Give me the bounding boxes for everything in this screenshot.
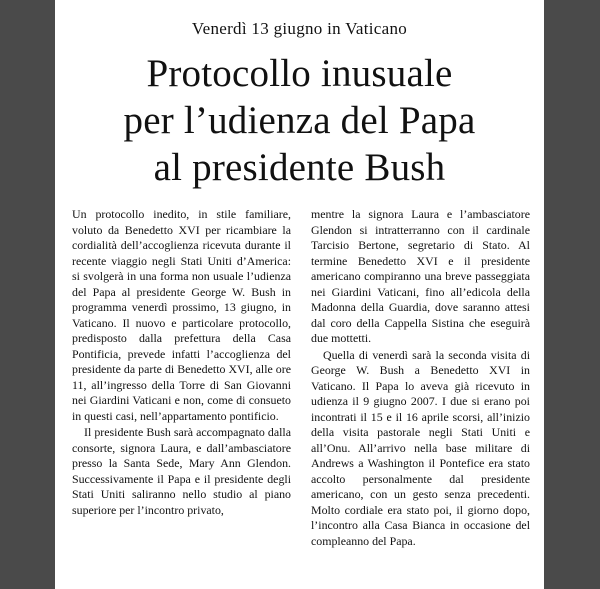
paragraph: Quella di venerdì sarà la seconda visita di George W. Bush a Benedetto XVI in Vaticano. Il Papa lo aveva già ricevuto in udienza il 9 giugno 2007. I due si erano poi incontrati il 15 e il 16 aprile scorsi, all’inizio della visita pastorale negli Stati Uniti e all’Onu. All’arrivo nella base militare di Andrews a Washington il Pontefice era stato accolto personalmente dal presidente americano, con un gesto senza precedenti. Molto cordiale era stato poi, il giorno dopo, l’incontro alla Casa Bianca in occasione del compleanno del Papa. — [311, 347, 530, 548]
article-body — [72, 207, 530, 549]
paragraph: Il presidente Bush sarà accompagnato dalla consorte, signora Laura, e dall’ambasciatore presso la Santa Sede, Mary Ann Glendon. Successivamente il Papa e il presidente degli Stati Uniti saliranno nello studio al piano superiore per l’incontro privato, — [72, 425, 291, 517]
headline-line-2: per l’udienza del Papa — [123, 99, 476, 142]
column-right — [311, 207, 530, 549]
headline-line-1: Protocollo inusuale — [146, 52, 453, 95]
kicker: Venerdì 13 giugno in Vaticano — [191, 19, 408, 38]
headline-line-3: al presidente Bush — [153, 146, 446, 189]
column-left — [72, 207, 291, 549]
newspaper-page — [55, 0, 544, 589]
headline — [55, 50, 544, 191]
paragraph: mentre la signora Laura e l’ambasciatore Glendon si intratterranno con il cardinale Tarcisio Bertone, segretario di Stato. Al termine Benedetto XVI e il presidente americano compiranno una breve passeggiata nei Giardini Vaticani, fino all’edicola della Madonna della Guardia, dove saranno attesi dal coro della Cappella Sistina che eseguirà due mottetti. — [311, 207, 530, 345]
paragraph: Un protocollo inedito, in stile familiare, voluto da Benedetto XVI per ricambiare la cordialità dell’accoglienza ricevuta durante il recente viaggio negli Stati Uniti d’America: si svolgerà in una forma non usuale l’udienza del Papa al presidente George W. Bush in programma venerdì prossimo, 13 giugno, in Vaticano. Il nuovo e particolare protocollo, predisposto dalla prefettura della Casa Pontificia, prevede infatti l’accoglienza del presidente da parte di Benedetto XVI, alle ore 11, all’ingresso della Torre di San Giovanni nei Giardini Vaticani e non, come di consueto in questi casi, nell’appartamento pontificio. — [72, 207, 291, 423]
